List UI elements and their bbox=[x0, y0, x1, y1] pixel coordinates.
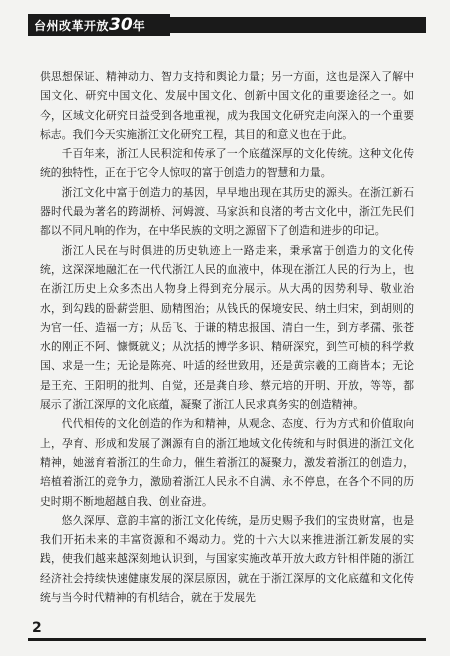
paragraph-5: 代代相传的文化创造的作为和精神，从观念、态度、行为方式和价值取向上，孕育、形成和发展了渊源有自的浙江地域文化传统和与时俱进的浙江文化精神，她滋育着浙江的生命力，催生着浙江的凝聚力，激发着浙江的创造力，培植着浙江的竞争力，激励着浙江人民永不自满、永不停息，在各个不同的历史时期不断地超越自我、创业奋进。 bbox=[40, 417, 414, 508]
running-header bbox=[28, 14, 426, 36]
paragraph-4: 浙江人民在与时俱进的历史轨迹上一路走来，秉承富于创造力的文化传统，这深深地融汇在一代代浙江人民的血液中，体现在浙江人民的行为上，也在浙江历史上众多杰出人物身上得到充分展示。从大禹的因势利导、敬业治水，到勾践的卧薪尝胆、励精图治；从钱氏的保境安民、纳土归宋，到胡则的为官一任、造福一方；从岳飞、于谦的精忠报国、清白一生，到方孝孺、张苍水的刚正不阿、慷慨就义；从沈括的博学多识、精研深究，到竺可桢的科学救国、求是一生；无论是陈亮、叶适的经世致用，还是黄宗羲的工商皆本；无论是王充、王阳明的批判、自觉，还是龚自珍、蔡元培的开明、开放，等等，都展示了浙江深厚的文化底蕴，凝聚了浙江人民求真务实的创造精神。 bbox=[40, 243, 414, 412]
body-text bbox=[40, 67, 414, 607]
footer-rule bbox=[28, 638, 426, 641]
header-title-prefix: 台州改革开放 bbox=[34, 19, 110, 33]
page-footer bbox=[28, 620, 426, 640]
header-title-number: 30 bbox=[109, 15, 133, 35]
paragraph-3: 浙江文化中富于创造力的基因，早早地出现在其历史的源头。在浙江新石器时代最为著名的跨湖桥、河姆渡、马家浜和良渚的考古文化中，浙江先民们都以不同凡响的作为，在中华民族的文明之源留下了创造和进步的印记。 bbox=[40, 185, 414, 238]
paragraph-1: 供思想保证、精神动力、智力支持和舆论力量；另一方面，这也是深入了解中国文化、研究中国文化、发展中国文化、创新中国文化的重要途径之一。如今，区域文化研究日益受到各地重视，成为我国文化研究走向深入的一个重要标志。我们今天实施浙江文化研究工程，其目的和意义也在于此。 bbox=[40, 70, 414, 141]
running-header-title bbox=[34, 17, 145, 34]
paragraph-2: 千百年来，浙江人民积淀和传承了一个底蕴深厚的文化传统。这种文化传统的独特性，正在于它令人惊叹的富于创造力的智慧和力量。 bbox=[40, 147, 414, 180]
header-title-suffix: 年 bbox=[132, 19, 146, 33]
page-number: 2 bbox=[32, 620, 42, 636]
paragraph-6: 悠久深厚、意韵丰富的浙江文化传统，是历史赐予我们的宝贵财富，也是我们开拓未来的丰富资源和不竭动力。党的十六大以来推进浙江新发展的实践，使我们越来越深刻地认识到，与国家实施改革开放大政方针相伴随的浙江经济社会持续快速健康发展的深层原因，就在于浙江深厚的文化底蕴和文化传统与当今时代精神的有机结合，就在于发展先 bbox=[40, 513, 414, 605]
